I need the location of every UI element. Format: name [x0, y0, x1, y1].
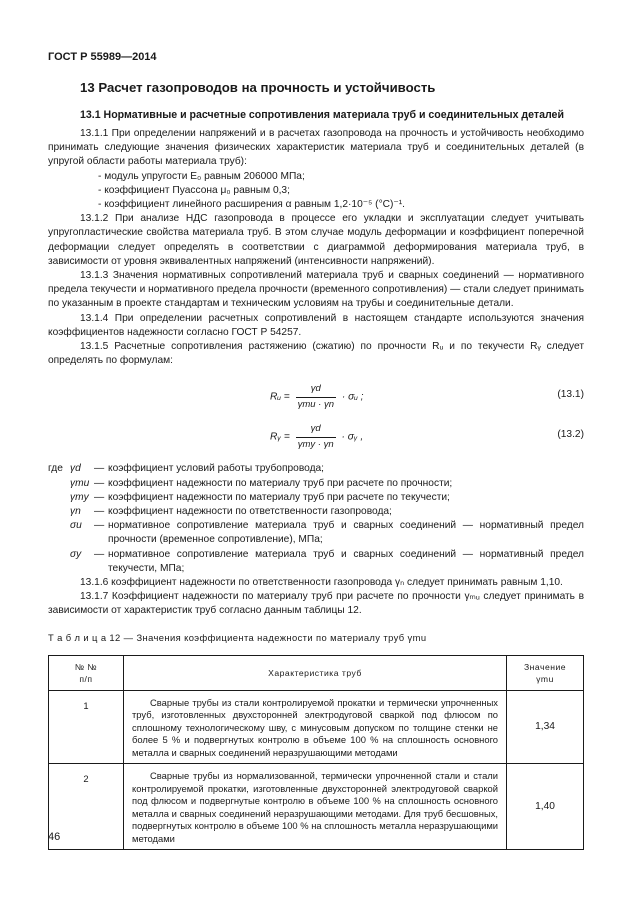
legend-row: [48, 548, 584, 576]
legend-symbol: σu: [70, 520, 82, 532]
row-characteristic-text: Сварные трубы из стали контролируемой прокатки и термически упрочненных труб, изготовленных двухсторонней электродуговой сваркой под флюсом по сплошному технологическому шву, с минусовым допуском по толщине стенки не более 5 % и подвергнутых контролю в объеме 100 % на сплошность основного металла и сварных соединений неразрушающими методами: [132, 696, 498, 758]
legend-symbol: σy: [70, 548, 82, 560]
formula-denominator: γmu · γn: [297, 398, 335, 410]
row-number: 1: [49, 690, 124, 764]
document-body: [48, 127, 584, 850]
column-header-value: Значение γmu: [507, 655, 584, 690]
paragraph-13-1-2: 13.1.2 При анализе НДС газопровода в процессе его укладки и эксплуатации следует учитывать упругопластические свойства материала труб. В этом случае модуль деформации и коэффициент поперечной деформации следует определять в соответствии с диаграммой деформирования материала труб, в зависимости от уровня эквивалентных напряжений (интенсивности напряжений).: [48, 213, 584, 267]
symbol-legend: [48, 462, 584, 576]
legend-lead: где: [48, 463, 63, 475]
formula-13-2-expression: [270, 422, 363, 451]
formula-fraction: [296, 382, 336, 411]
legend-symbol: γmy: [70, 491, 89, 503]
row-characteristic-text: Сварные трубы из нормализованной, термически упрочненной стали и стали контролируемой прокатки, изготовленные двухсторонней электродуговой сваркой под флюсом и подвергнутые контролю в объеме 100 % на сплошность основного металла и сварных соединений неразрушающими методами. Для труб бесшовных, подвергнутых контролю в объеме 100 % на сплошность металла неразрушающими методами: [132, 770, 498, 844]
legend-dash: —: [94, 491, 105, 503]
legend-symbol: γd: [70, 463, 81, 475]
table-row: [49, 764, 584, 850]
legend-text: коэффициент условий работы трубопровода;: [108, 463, 325, 475]
table-header-row: [49, 655, 584, 690]
reliability-coefficient-table: [48, 655, 584, 851]
formula-denominator: γmy · γn: [297, 438, 334, 450]
legend-text: нормативное сопротивление материала труб и сварных соединений — нормативный предел прочности (временное сопротивление), МПа;: [108, 520, 584, 546]
paragraph-13-1-7: 13.1.7 Коэффициент надежности по материалу труб при расчете по прочности γₘᵤ следует принимать в зависимости от характеристик труб согласно данным таблицы 12.: [48, 591, 584, 617]
formula-lhs: Rᵧ =: [270, 431, 290, 443]
formula-rhs: · σᵤ ;: [341, 391, 364, 403]
formula-13-1-expression: [270, 382, 364, 411]
legend-row: [48, 477, 584, 491]
paragraph-13-1-5: 13.1.5 Расчетные сопротивления растяжению (сжатию) по прочности Rᵤ и по текучести Rᵧ следует определять по формулам:: [48, 341, 584, 367]
row-value: 1,34: [507, 690, 584, 764]
row-value: 1,40: [507, 764, 584, 850]
formula-rhs: · σᵧ ,: [341, 431, 364, 443]
list-item-poisson-ratio: - коэффициент Пуассона μ₀ равным 0,3;: [98, 184, 290, 196]
legend-dash: —: [94, 506, 105, 518]
list-item-elastic-modulus: - модуль упругости E₀ равным 206000 МПа;: [98, 170, 305, 182]
legend-text: коэффициент надежности по материалу труб при расчете по текучести;: [108, 491, 450, 503]
legend-text: нормативное сопротивление материала труб и сварных соединений — нормативный предел текучести, МПа;: [108, 548, 584, 574]
legend-symbol: γmu: [70, 477, 90, 489]
legend-dash: —: [94, 463, 105, 475]
page-number: 46: [48, 831, 61, 843]
row-number: 2: [49, 764, 124, 850]
table-row: [49, 690, 584, 764]
document-header: ГОСТ Р 55989—2014: [48, 51, 157, 63]
legend-text: коэффициент надежности по материалу труб при расчете по прочности;: [108, 477, 453, 489]
legend-text: коэффициент надежности по ответственности газопровода;: [108, 506, 392, 518]
section-title: 13 Расчет газопроводов на прочность и устойчивость: [80, 80, 436, 95]
legend-dash: —: [94, 477, 105, 489]
legend-row: [48, 505, 584, 519]
list-item-thermal-expansion: - коэффициент линейного расширения α равным 1,2·10⁻⁵ (°С)⁻¹.: [98, 199, 405, 211]
legend-symbol: γn: [70, 506, 81, 518]
formula-fraction: [296, 422, 336, 451]
legend-row: [48, 519, 584, 547]
legend-dash: —: [94, 548, 105, 560]
row-characteristic: [124, 764, 507, 850]
paragraph-13-1-4: 13.1.4 При определении расчетных сопротивлений в настоящем стандарте используются значения коэффициентов надежности согласно ГОСТ Р 54257.: [48, 312, 584, 338]
paragraph-13-1-6: 13.1.6 коэффициент надежности по ответственности газопровода γₙ следует принимать равным 1,10.: [80, 577, 563, 589]
formula-numerator: γd: [296, 382, 336, 397]
formula-lhs: Rᵤ =: [270, 391, 290, 403]
legend-row: [48, 491, 584, 505]
column-header-characteristic: Характеристика труб: [124, 655, 507, 690]
legend-dash: —: [94, 520, 105, 532]
formula-13-1: [48, 378, 584, 418]
formula-13-2: [48, 418, 584, 458]
paragraph-13-1-1: 13.1.1 При определении напряжений и в расчетах газопровода на прочность и устойчивость необходимо принимать следующие значения физических характеристик материала труб и соединительных деталей (в упругой области работы материала труб):: [48, 128, 584, 168]
formula-number: (13.2): [557, 429, 584, 441]
row-characteristic: [124, 690, 507, 764]
table-caption: Т а б л и ц а 12 — Значения коэффициента надежности по материалу труб γmu: [48, 631, 427, 643]
legend-row: [48, 462, 584, 476]
subsection-title: 13.1 Нормативные и расчетные сопротивления материала труб и соединительных деталей: [80, 109, 564, 121]
column-header-number: № № п/п: [49, 655, 124, 690]
formula-number: (13.1): [557, 389, 584, 401]
paragraph-13-1-3: 13.1.3 Значения нормативных сопротивлений материала труб и сварных соединений — нормативного предела текучести и нормативного предела прочности (временного сопротивления) — стали следует принимать по указанным в проекте стандартам и техническим условиям на трубы и соединительные детали.: [48, 270, 584, 310]
formula-numerator: γd: [296, 422, 336, 437]
